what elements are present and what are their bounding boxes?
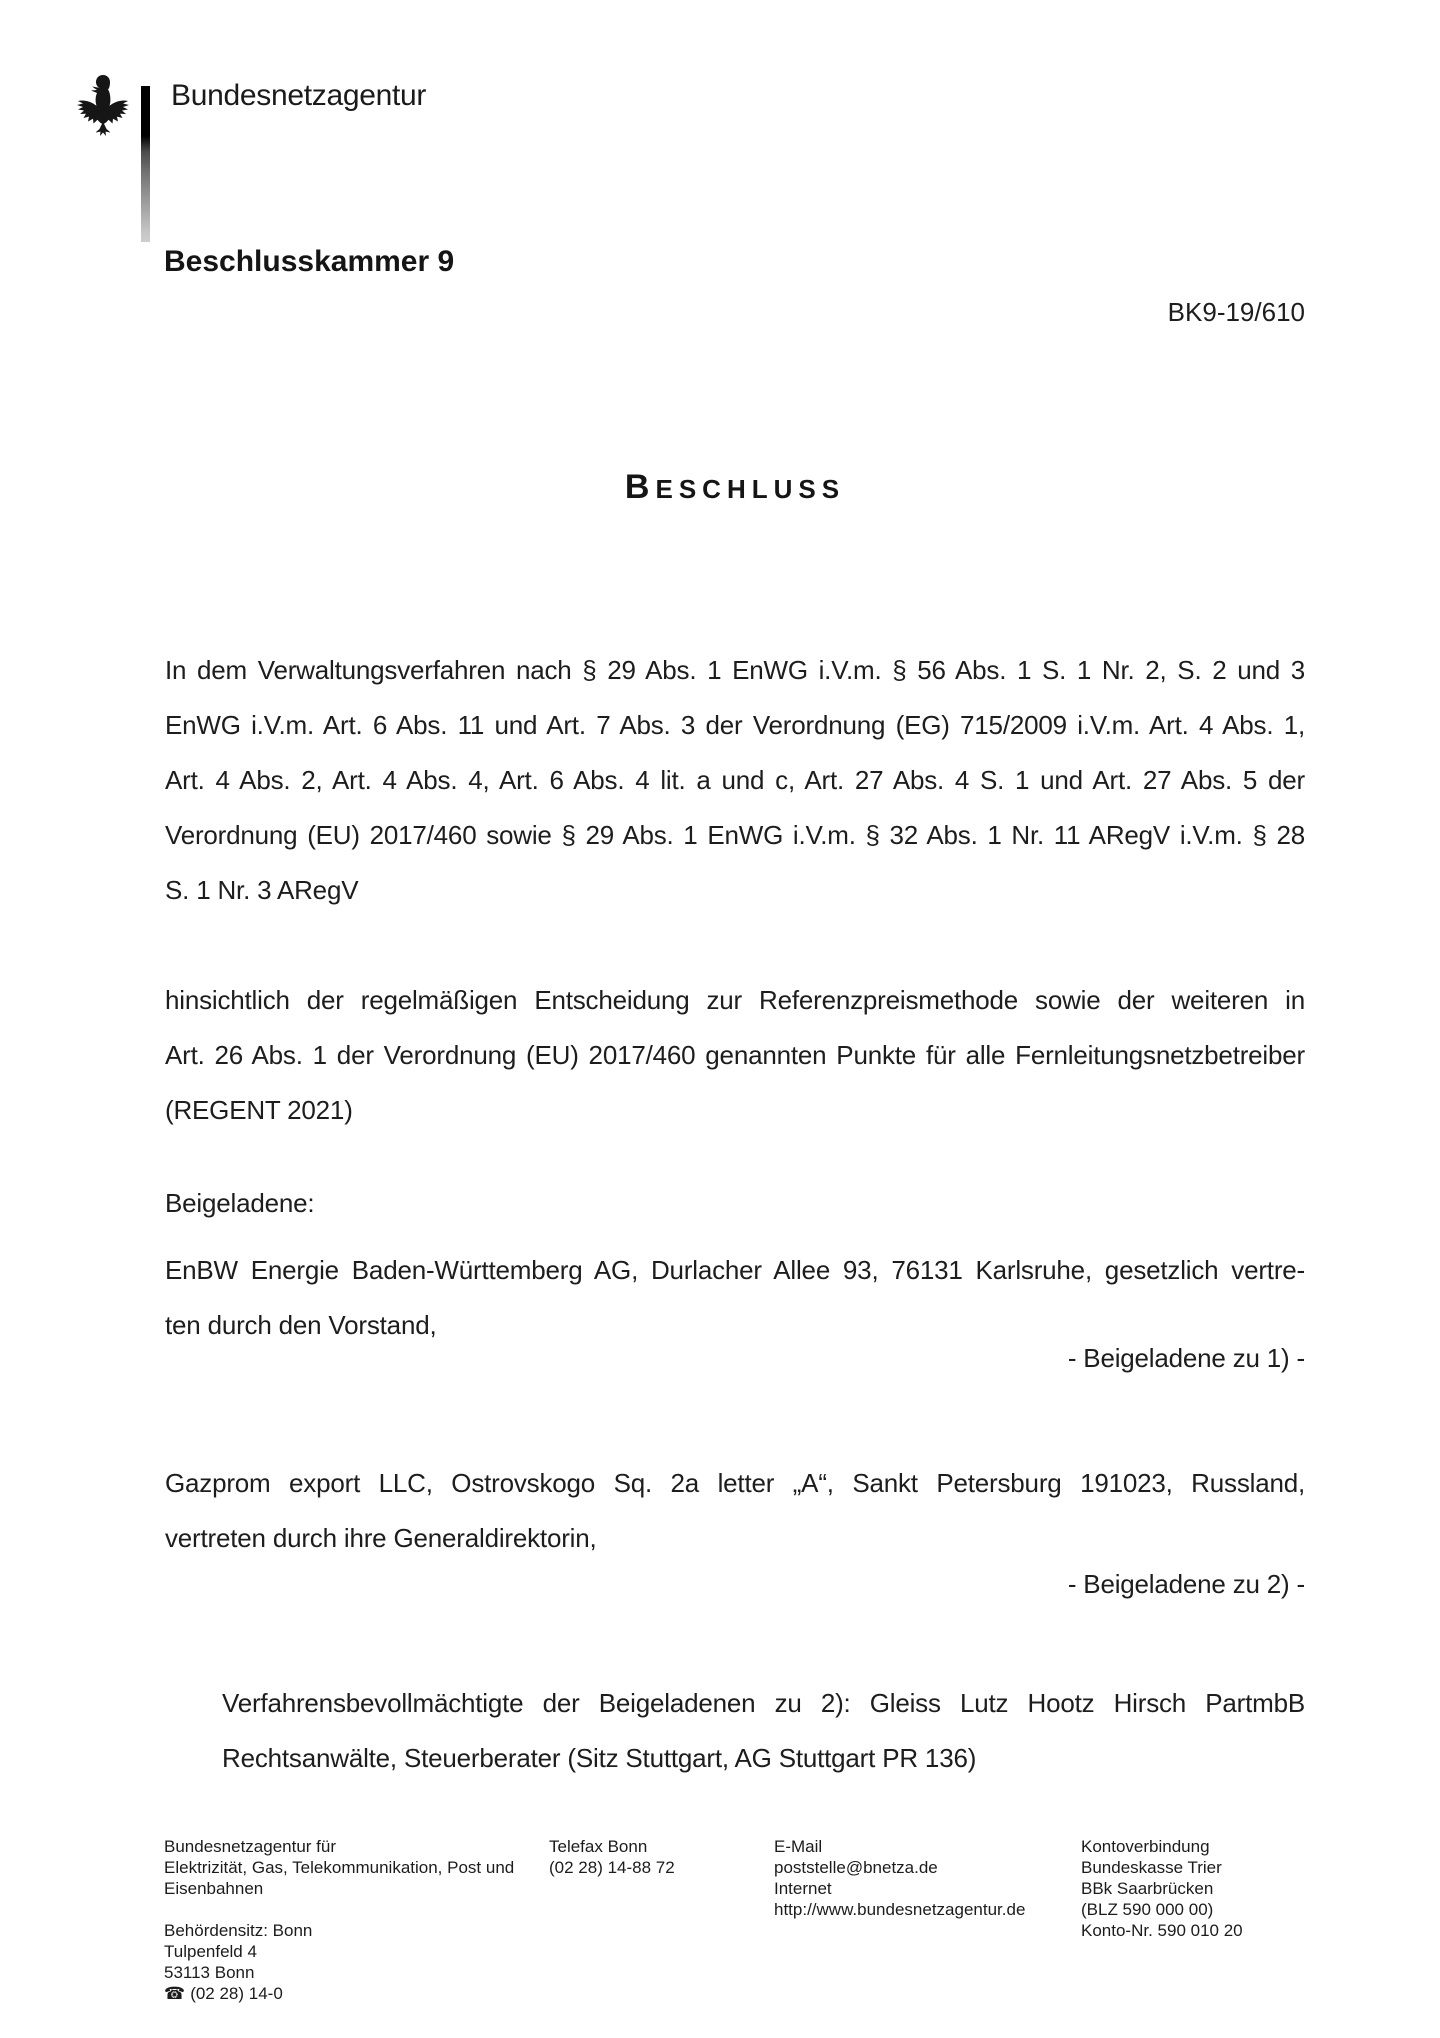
representative-line: Verfahrensbevollmächtigte der Beigeladenen zu 2): Gleiss Lutz Hootz Hirsch PartmbB: [222, 1688, 1305, 1718]
intro-last-line: S. 1 Nr. 3 ARegV: [165, 875, 359, 905]
footer-line: Elektrizität, Gas, Telekommunikation, Post und: [164, 1858, 515, 1877]
footer-email: poststelle@bnetza.de: [774, 1858, 938, 1877]
footer-email-block: [774, 1836, 1074, 1920]
document-title-rest: ESCHLUSS: [655, 474, 846, 504]
representative-line: Rechtsanwälte, Steuerberater (Sitz Stuttgart, AG Stuttgart PR 136): [222, 1743, 977, 1773]
footer-line: Bundesnetzagentur für: [164, 1837, 337, 1856]
footer-url: http://www.bundesnetzagentur.de: [774, 1900, 1026, 1919]
subject-last-line: (REGENT 2021): [165, 1095, 353, 1125]
chamber-heading: Beschlusskammer 9: [164, 245, 455, 278]
logo-vertical-bar: [141, 86, 150, 242]
phone-icon: ☎: [164, 1984, 186, 2004]
party1-tag: - Beigeladene zu 1) -: [1067, 1343, 1305, 1373]
party1-line: ten durch den Vorstand,: [165, 1310, 437, 1340]
footer-line: Eisenbahnen: [164, 1879, 264, 1898]
footer-line: E-Mail: [774, 1837, 823, 1856]
party2-line: Gazprom export LLC, Ostrovskogo Sq. 2a letter „A“, Sankt Petersburg 191023, Russland,: [165, 1468, 1305, 1498]
footer-line: Tulpenfeld 4: [164, 1942, 257, 1961]
footer-agency-block: [164, 1836, 584, 1899]
footer-line: Konto-Nr. 590 010 20: [1081, 1921, 1243, 1940]
footer-bank-block: [1081, 1836, 1341, 1941]
footer-phone-number: (02 28) 14-0: [190, 1984, 283, 2003]
footer-line: Kontoverbindung: [1081, 1837, 1210, 1856]
intro-line: In dem Verwaltungsverfahren nach § 29 Abs. 1 EnWG i.V.m. § 56 Abs. 1 S. 1 Nr. 2, S. 2 und 3: [165, 655, 1305, 685]
party2-line: vertreten durch ihre Generaldirektorin,: [165, 1523, 597, 1553]
intro-line: Verordnung (EU) 2017/460 sowie § 29 Abs. 1 EnWG i.V.m. § 32 Abs. 1 Nr. 11 ARegV i.V.m. § 28: [165, 820, 1305, 850]
footer-fax-block: [549, 1836, 759, 1878]
footer-line: (02 28) 14-88 72: [549, 1858, 675, 1877]
agency-logo-text: Bundesnetzagentur: [171, 79, 427, 112]
party2-tag: - Beigeladene zu 2) -: [1067, 1569, 1305, 1599]
parties-label: Beigeladene:: [165, 1188, 315, 1218]
footer-line: Internet: [774, 1879, 832, 1898]
subject-line: hinsichtlich der regelmäßigen Entscheidung zur Referenzpreismethode sowie der weiteren in: [165, 985, 1305, 1015]
footer-line: Telefax Bonn: [549, 1837, 648, 1856]
document-title-first-letter: B: [624, 468, 656, 506]
footer-line: BBk Saarbrücken: [1081, 1879, 1214, 1898]
intro-line: EnWG i.V.m. Art. 6 Abs. 11 und Art. 7 Abs. 3 der Verordnung (EG) 715/2009 i.V.m. Art. 4 Abs. 1,: [165, 710, 1305, 740]
footer-address-block: [164, 1920, 584, 2005]
footer-phone-line: [164, 1983, 584, 2005]
document-title: [165, 468, 1305, 507]
footer-line: Behördensitz: Bonn: [164, 1921, 313, 1940]
footer-line: (BLZ 590 000 00): [1081, 1900, 1214, 1919]
case-number: BK9-19/610: [1167, 297, 1305, 327]
footer-line: Bundeskasse Trier: [1081, 1858, 1222, 1877]
footer-line: 53113 Bonn: [164, 1963, 255, 1982]
federal-eagle-icon: [76, 72, 130, 138]
party1-line: EnBW Energie Baden-Württemberg AG, Durlacher Allee 93, 76131 Karlsruhe, gesetzlich vertre-: [165, 1255, 1305, 1285]
subject-line: Art. 26 Abs. 1 der Verordnung (EU) 2017/460 genannten Punkte für alle Fernleitungsnetzbetreiber: [165, 1040, 1305, 1070]
intro-line: Art. 4 Abs. 2, Art. 4 Abs. 4, Art. 6 Abs. 4 lit. a und c, Art. 27 Abs. 4 S. 1 und Art. 27 Abs. 5 der: [165, 765, 1305, 795]
